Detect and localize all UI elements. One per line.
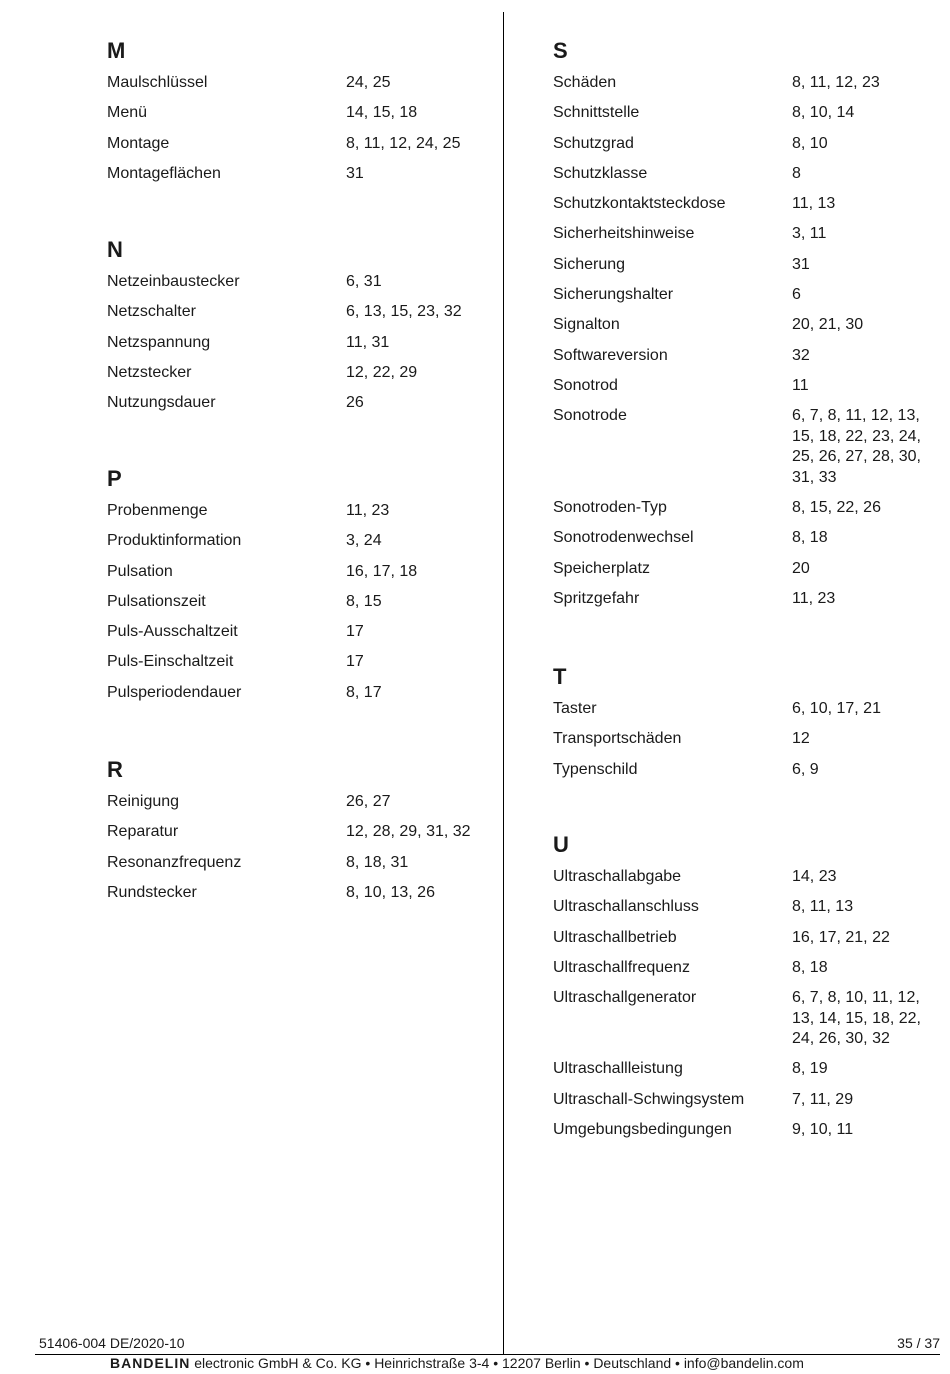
index-entry xyxy=(107,501,497,522)
index-term: Puls-Ausschaltzeit xyxy=(107,623,238,641)
index-entry xyxy=(553,528,943,549)
index-entry xyxy=(553,224,943,245)
index-entry xyxy=(553,134,943,155)
index-entry xyxy=(553,406,943,488)
index-term: Netzspannung xyxy=(107,333,211,351)
section-s xyxy=(553,38,943,619)
company-address: electronic GmbH & Co. KG • Heinrichstraße 3-4 • 12207 Berlin • Deutschland • info@bandelin.com xyxy=(190,1355,804,1371)
index-entry xyxy=(553,1059,943,1080)
index-pages: 8, 17 xyxy=(346,683,382,701)
index-pages: 8, 18 xyxy=(792,958,828,976)
index-pages: 11, 13 xyxy=(792,195,836,213)
index-term: Sonotrode xyxy=(553,407,627,425)
index-term: Speicherplatz xyxy=(553,559,650,577)
index-pages: 3, 24 xyxy=(346,532,382,550)
index-term: Umgebungsbedingungen xyxy=(553,1121,732,1139)
index-entry xyxy=(107,73,497,94)
index-term: Schutzklasse xyxy=(553,164,648,182)
index-entry xyxy=(553,729,943,750)
index-term: Netzeinbaustecker xyxy=(107,273,240,290)
section-u xyxy=(553,832,943,1150)
index-pages: 12 xyxy=(792,730,810,748)
index-entry xyxy=(107,592,497,613)
index-term: Taster xyxy=(553,700,597,717)
index-term: Signalton xyxy=(553,316,620,334)
index-term: Sicherung xyxy=(553,255,626,273)
index-term: Sicherungshalter xyxy=(553,286,674,304)
index-pages: 20 xyxy=(792,559,810,577)
section-letter: M xyxy=(107,38,126,63)
index-pages: 20, 21, 30 xyxy=(792,316,864,334)
index-entry xyxy=(553,699,943,720)
index-pages: 12, 28, 29, 31, 32 xyxy=(346,823,471,841)
index-pages: 32 xyxy=(792,346,810,364)
index-pages: 3, 11 xyxy=(792,225,827,243)
index-pages: 26, 27 xyxy=(346,793,391,810)
index-term: Ultraschallabgabe xyxy=(553,868,682,885)
index-term: Netzstecker xyxy=(107,363,192,381)
index-term: Montage xyxy=(107,134,170,152)
index-entry xyxy=(107,103,497,124)
index-pages: 8, 19 xyxy=(792,1060,828,1078)
index-term: Pulsationszeit xyxy=(107,592,206,610)
index-pages: 14, 15, 18 xyxy=(346,104,418,122)
index-pages: 8, 15 xyxy=(346,592,382,610)
index-entry xyxy=(107,652,497,673)
index-term: Montageflächen xyxy=(107,164,221,182)
index-entry xyxy=(553,164,943,185)
index-pages: 16, 17, 21, 22 xyxy=(792,928,890,946)
index-pages: 14, 23 xyxy=(792,868,837,885)
index-term: Probenmenge xyxy=(107,502,208,519)
index-entry xyxy=(553,376,943,397)
index-term: Typenschild xyxy=(553,760,638,778)
index-entry xyxy=(107,134,497,155)
index-term: Sonotrod xyxy=(553,376,618,394)
index-entry xyxy=(553,346,943,367)
index-term: Pulsation xyxy=(107,562,173,580)
page-number: 35 / 37 xyxy=(897,1335,940,1351)
index-pages: 8 xyxy=(792,164,801,182)
document-number: 51406-004 DE/2020-10 xyxy=(39,1335,185,1351)
index-entry xyxy=(107,883,497,904)
index-pages: 11 xyxy=(792,376,809,394)
index-pages: 17 xyxy=(346,623,364,641)
index-term: Reinigung xyxy=(107,793,180,810)
index-term: Reparatur xyxy=(107,823,179,841)
index-entry xyxy=(553,589,943,610)
index-term: Ultraschallgenerator xyxy=(553,989,697,1007)
index-pages: 31 xyxy=(792,255,810,273)
index-term: Rundstecker xyxy=(107,883,197,901)
index-entry xyxy=(107,562,497,583)
index-pages: 6, 31 xyxy=(346,273,382,290)
index-pages: 6 xyxy=(792,286,801,304)
index-pages: 31 xyxy=(346,164,364,182)
index-entry xyxy=(553,867,943,888)
index-term: Ultraschallbetrieb xyxy=(553,928,677,946)
section-letter: T xyxy=(553,664,567,689)
index-pages: 6, 7, 8, 11, 12, 13, 15, 18, 22, 23, 24, 25, 26, 27, 28, 30, 31, 33 xyxy=(792,407,921,486)
section-letter: S xyxy=(553,38,568,63)
index-pages: 7, 11, 29 xyxy=(792,1090,854,1108)
index-entry xyxy=(107,333,497,354)
index-term: Ultraschallfrequenz xyxy=(553,958,690,976)
index-entry xyxy=(107,363,497,384)
index-term: Netzschalter xyxy=(107,303,196,321)
index-entry xyxy=(107,531,497,552)
index-pages: 6, 7, 8, 10, 11, 12, 13, 14, 15, 18, 22, 24, 26, 30, 32 xyxy=(792,989,921,1048)
index-pages: 8, 11, 12, 23 xyxy=(792,74,880,91)
index-pages: 8, 11, 13 xyxy=(792,898,854,916)
index-pages: 8, 11, 12, 24, 25 xyxy=(346,134,461,152)
index-term: Puls-Einschaltzeit xyxy=(107,653,234,671)
index-term: Schäden xyxy=(553,74,617,91)
index-term: Resonanzfrequenz xyxy=(107,853,242,871)
section-p xyxy=(107,466,497,713)
index-pages: 16, 17, 18 xyxy=(346,562,418,580)
brand-logo: BANDELIN xyxy=(110,1355,191,1371)
index-pages: 11, 23 xyxy=(792,589,836,607)
index-term: Produktinformation xyxy=(107,532,242,550)
section-letter: U xyxy=(553,832,569,857)
index-pages: 9, 10, 11 xyxy=(792,1121,854,1139)
index-term: Nutzungsdauer xyxy=(107,394,216,412)
index-pages: 17 xyxy=(346,653,364,671)
index-term: Pulsperiodendauer xyxy=(107,683,242,701)
index-entry xyxy=(107,272,497,293)
index-term: Softwareversion xyxy=(553,346,668,364)
index-pages: 8, 18 xyxy=(792,529,828,547)
index-term: Sicherheitshinweise xyxy=(553,225,695,243)
section-n xyxy=(107,237,497,423)
index-pages: 26 xyxy=(346,394,364,412)
index-term: Schutzkontaktsteckdose xyxy=(553,195,726,213)
index-entry xyxy=(553,958,943,979)
index-term: Schnittstelle xyxy=(553,104,640,122)
index-entry xyxy=(553,103,943,124)
index-pages: 8, 10, 14 xyxy=(792,104,855,122)
index-term: Ultraschallanschluss xyxy=(553,898,699,916)
index-entry xyxy=(553,988,943,1050)
index-entry xyxy=(107,164,497,185)
index-entry xyxy=(553,760,943,781)
index-pages: 12, 22, 29 xyxy=(346,363,418,381)
index-entry xyxy=(553,255,943,276)
index-entry xyxy=(107,393,497,414)
index-entry xyxy=(107,853,497,874)
index-entry xyxy=(107,302,497,323)
index-pages: 8, 10, 13, 26 xyxy=(346,883,435,901)
footer-company-line xyxy=(110,1355,804,1371)
index-entry xyxy=(553,498,943,519)
index-entry xyxy=(553,73,943,94)
index-pages: 6, 13, 15, 23, 32 xyxy=(346,303,462,321)
index-term: Transportschäden xyxy=(553,730,682,748)
index-pages: 8, 10 xyxy=(792,134,828,152)
index-pages: 11, 31 xyxy=(346,333,390,351)
index-pages: 8, 15, 22, 26 xyxy=(792,499,881,517)
index-entry xyxy=(553,559,943,580)
index-entry xyxy=(553,1090,943,1111)
section-letter: N xyxy=(107,237,123,262)
section-r xyxy=(107,757,497,913)
index-entry xyxy=(553,897,943,918)
index-entry xyxy=(553,285,943,306)
index-entry xyxy=(107,683,497,704)
index-entry xyxy=(553,194,943,215)
index-entry xyxy=(107,792,497,813)
index-term: Menü xyxy=(107,104,148,122)
index-entry xyxy=(553,315,943,336)
index-term: Sonotrodenwechsel xyxy=(553,529,694,547)
index-pages: 11, 23 xyxy=(346,502,390,519)
index-pages: 6, 10, 17, 21 xyxy=(792,700,881,717)
index-pages: 24, 25 xyxy=(346,74,391,91)
index-entry xyxy=(107,822,497,843)
index-term: Spritzgefahr xyxy=(553,589,640,607)
index-term: Schutzgrad xyxy=(553,134,634,152)
section-m xyxy=(107,38,497,194)
section-letter: P xyxy=(107,466,122,491)
index-pages: 6, 9 xyxy=(792,760,819,778)
index-entry xyxy=(553,1120,943,1141)
index-entry xyxy=(553,928,943,949)
section-letter: R xyxy=(107,757,123,782)
index-entry xyxy=(107,622,497,643)
section-t xyxy=(553,664,943,790)
index-term: Ultraschall-Schwingsystem xyxy=(553,1090,745,1108)
column-divider xyxy=(503,12,504,1355)
index-term: Ultraschallleistung xyxy=(553,1060,683,1078)
index-pages: 8, 18, 31 xyxy=(346,853,409,871)
index-term: Maulschlüssel xyxy=(107,74,208,91)
index-term: Sonotroden-Typ xyxy=(553,499,667,517)
